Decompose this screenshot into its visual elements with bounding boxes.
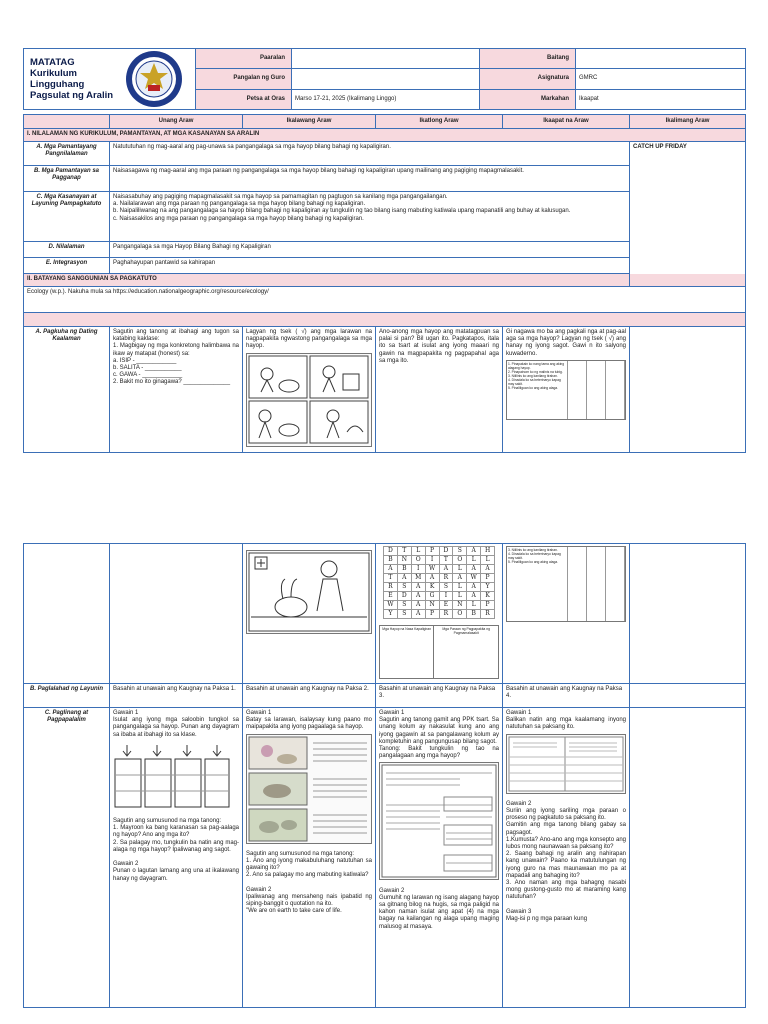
rowB-day1: Basahin at unawain ang Kaugnay na Paksa 1. <box>110 684 243 708</box>
rowA-day5 <box>630 327 746 453</box>
rowA-label: A. Pagkuha ng Dating Kaalaman <box>24 327 110 453</box>
word-search-cell[interactable]: Y <box>384 610 398 619</box>
chart-col-animals: Mga Hayop na Nasa Kapaligiran <box>380 626 434 678</box>
word-search-chart <box>379 625 499 679</box>
word-search-cell[interactable]: G <box>425 592 439 601</box>
word-search-row <box>384 610 495 619</box>
word-search-cell[interactable]: S <box>439 583 453 592</box>
word-search-cell[interactable]: A <box>439 565 453 574</box>
word-search-cell[interactable]: S <box>397 583 411 592</box>
word-search-cell[interactable]: L <box>481 556 495 565</box>
markahan-value[interactable]: Ikaapat <box>576 89 746 109</box>
rowC-day3-a: Gawain 1 Sagutin ang tanong gamit ang PPK tsart. Sa unang kolum ay nakasulat kung ano ang iyong gagawin at sa pangalawang kolum ay kompletuhin ang pangungusap bilang sagot. Tanong: Bakit tungkulin ng tao na pangalagaan ang mga hayop? <box>379 710 499 760</box>
word-search-cell[interactable]: B <box>397 565 411 574</box>
word-search-cell[interactable]: T <box>397 547 411 556</box>
checklist-items-cont <box>507 547 568 621</box>
word-search-cell[interactable]: P <box>425 547 439 556</box>
word-search-cell[interactable]: M <box>411 574 425 583</box>
checklist-item: 5. Pinaliliguan ko ang aking alaga. <box>508 385 559 390</box>
rowA-day3: Ano-anong mga hayop ang matatagpuan sa palai si pan? Bil ugan ito. Pagkatapos, itala ito sa tsart at isulat ang iyong maaari ng gawin na magpapakita ng pagpapahal aga sa mga ito. <box>376 327 503 453</box>
section2-reference: Ecology (w.p.). Nakuha mula sa https://education.nationalgeographic.org/resource/ecology/ <box>24 287 746 313</box>
word-search-cell[interactable]: E <box>384 592 398 601</box>
rowC-day4-b: Gawain 2 Suriin ang iyong sariling mga paraan o proseso ng pagkatuto sa paksang ito. Gamitin ang mga tanong bilang gabay sa pagsagot. 1.Kumusta? Ano-ano ang mga konsepto ang lubos mong naunawaan sa paksang ito? 2. Saang bahagi ng aralin ang nahirapan kang unawain? Paano ka matutulungan ng iyong guro na mas maunawaan mo pa at mapadali ang bahaging ito? 3. Ano naman ang mga bahagng nasabi mong gustong-gusto mo at maraming kang natutuhan? Gawain 3 Mag-isi p ng mga paraan kung <box>506 800 626 923</box>
word-search-cell[interactable]: S <box>453 547 467 556</box>
rowC-day2-cell <box>243 708 376 1008</box>
word-search-cell[interactable]: A <box>467 547 481 556</box>
word-search-cell[interactable]: L <box>467 556 481 565</box>
word-search-cell[interactable]: A <box>411 601 425 610</box>
word-search-row <box>384 574 495 583</box>
word-search-cell[interactable]: R <box>439 574 453 583</box>
guro-value[interactable] <box>292 69 480 89</box>
rowB-label: B. Paglalahad ng Layunin <box>24 684 110 708</box>
rowA-cont-day4 <box>503 544 630 684</box>
rowA-day4-cell <box>503 327 630 453</box>
guro-label: Pangalan ng Guro <box>196 69 292 89</box>
lesson-table-2 <box>23 543 745 1008</box>
word-search-cell[interactable]: S <box>397 601 411 610</box>
asignatura-label: Asignatura <box>480 69 576 89</box>
rowC-day1-b: Sagutin ang sumusunod na mga tanong: 1. Mayroon ka bang karanasan sa pag-aalaga ng hayop? Ano ang mga ito? 2. Sa palagay mo, tungkulin ba natin ang mag-alaga ng mga hayop? Ipaliwanag ang sagot. Gawain 2 Punan o lagutan lamang ang una at ikalawang hanay ng dayagram. <box>113 818 239 882</box>
row-c-text: Naisasabuhay ang pagiging mapagmalasakit sa mga hayop sa pamamagitan ng pagtugon sa kanilang mga pangangailangan. a. Nailalarawan ang mga paraan ng pangangalaga sa mga hayop bilang bahagi ng kapaligiran. b. Naipaliliwanag na ang pangangalaga sa hayop bilang bahagi ng kapaligiran ay tungkulin ng tao bilang isang mabuting katiwala upang mapanatili ang buhay at kalusugan. c. Naisasakilos ang mga paraan ng pangangalaga sa mga hayop bilang bahagi ng kapaligiran. <box>110 192 630 242</box>
word-search-cell[interactable]: I <box>425 556 439 565</box>
word-search-cell[interactable]: L <box>453 583 467 592</box>
checklist-item: 1. Pinapakain ko nang tama ang aking alagang hayop. <box>508 361 565 370</box>
feelings-diagram <box>113 743 231 811</box>
word-search-cell[interactable]: A <box>411 592 425 601</box>
checklist-grid[interactable] <box>568 361 625 419</box>
word-search-cell[interactable]: A <box>411 583 425 592</box>
rowB-day2: Basahin at unawain ang Kaugnay na Paksa 2. <box>243 684 376 708</box>
word-search-cell[interactable]: A <box>481 565 495 574</box>
word-search-cell[interactable]: O <box>453 610 467 619</box>
header-block <box>23 48 745 110</box>
day-header-5: Ikalimang Araw <box>630 115 746 129</box>
word-search-cell[interactable]: O <box>453 556 467 565</box>
word-search-cell[interactable]: A <box>384 565 398 574</box>
rowC-day4-cell <box>503 708 630 1008</box>
markahan-label: Markahan <box>480 89 576 109</box>
word-search-cell[interactable]: T <box>439 556 453 565</box>
word-search-cell[interactable]: Y <box>481 583 495 592</box>
word-search-cell[interactable]: W <box>425 565 439 574</box>
word-search-cell[interactable]: L <box>453 565 467 574</box>
animal-scenes-pictures <box>246 734 372 844</box>
word-search-cell[interactable]: R <box>384 583 398 592</box>
word-search-cell[interactable]: B <box>384 556 398 565</box>
rowB-day3: Basahin at unawain ang Kaugnay na Paksa 3. <box>376 684 503 708</box>
word-search-cell[interactable]: D <box>397 592 411 601</box>
checklist-item: 2. Pinapainom ko ng malinis na tubig. <box>508 369 563 374</box>
word-search-cell[interactable]: E <box>439 601 453 610</box>
page-title: MATATAG Kurikulum Lingguhang Pagsulat ng Aralin <box>30 57 114 101</box>
word-search-cell[interactable]: A <box>467 592 481 601</box>
word-search-cell[interactable]: A <box>425 574 439 583</box>
row-d-label: D. Nilalaman <box>24 242 110 258</box>
checklist-item: 4. Dinadala ko sa beterinaryo kapag may sakit. <box>508 552 561 560</box>
checklist-items <box>507 361 568 419</box>
word-search-cell[interactable]: L <box>411 547 425 556</box>
word-search-row <box>384 547 495 556</box>
checklist-grid-cont[interactable] <box>568 547 625 621</box>
rowA-day1: Sagutin ang tanong at ibahagi ang tugon sa katabing kaklase: 1. Magbigay ng mga konkretong halimbawa na ikaw ay matapat (honest) sa: a. ISIP - ____________ b. SALITA - ___________ c. GAWA - ____________ 2. Bakit mo ito ginagawa? ______________ <box>110 327 243 453</box>
word-search-row <box>384 565 495 574</box>
checklist-item: 3. Nililinis ko ang kanilang tirahan. <box>508 548 558 552</box>
asignatura-value[interactable]: GMRC <box>576 69 746 89</box>
word-search-cell[interactable]: K <box>481 592 495 601</box>
word-search-row <box>384 592 495 601</box>
catch-up-friday: CATCH UP FRIDAY <box>630 142 746 287</box>
petsa-label: Petsa at Oras <box>196 89 292 109</box>
row-b-text: Naisasagawa ng mag-aaral ang mga paraan ng pangangalaga sa mga hayop bilang bahagi ng kapaligiran upang mailinang ang pagiging mapagmalasakit. <box>110 166 630 192</box>
day-header-4: Ikaapat na Araw <box>503 115 630 129</box>
rowC-day1-a: Gawain 1 Isulat ang iyong mga saloobin tungkol sa pangangalaga sa hayop. Punan ang dayagram sa ibaba at ibahagi ito sa klase. <box>113 710 239 738</box>
rowA-day2-text: Lagyan ng tsek ( √) ang mga larawan na nagpapakita ngwastong pangangalaga sa mga hayop. <box>246 329 372 350</box>
petsa-value[interactable]: Marso 17-21, 2025 (Ikalimang Linggo) <box>292 89 480 109</box>
rowA-day4-text: Gi nagawa mo ba ang pagkali nga at pag-aal aga sa mga hayop? Lagyan ng tsek ( √) ang hanay ng iyong sagot. Gawi n ito salyong kuwaderno. <box>506 329 626 357</box>
row-e-label: E. Integrasyon <box>24 258 110 274</box>
rowA-day2-cell <box>243 327 376 453</box>
day-header-1: Unang Araw <box>110 115 243 129</box>
vet-rabbit-picture <box>246 550 372 634</box>
word-search-cell[interactable]: R <box>481 610 495 619</box>
word-search-cell[interactable]: R <box>439 610 453 619</box>
word-search-cell[interactable]: I <box>439 592 453 601</box>
rowC-day3-b: Gawain 2 Gumuhit ng larawan ng isang alagang hayop sa gitnang bilog na hugis, sa mga paligid na kahon naman isulat ang apat (4) na mga bagay na kailangan ng alaga upang maging malusog at masaya. <box>379 887 499 930</box>
rowC-day4-a: Gawain 1 Balikan natin ang mga kaalamang inyong natutuhan sa paksang ito. <box>506 710 626 731</box>
reflection-table <box>506 734 626 794</box>
section-spacer <box>24 313 746 327</box>
word-search-cell[interactable]: A <box>467 565 481 574</box>
section1-title: I. NILALAMAN NG KURIKULUM, PAMANTAYAN, AT MGA KASANAYAN SA ARALIN <box>24 129 746 142</box>
rowC-day3-cell <box>376 708 503 1008</box>
ppk-chart <box>379 762 499 880</box>
word-search-cell[interactable]: D <box>384 547 398 556</box>
rowC-day2-a: Gawain 1 Batay sa larawan, isalaysay kung paano mo maipapakita ang iyong pagaalaga sa hayop. <box>246 710 372 731</box>
rowA-cont-day3 <box>376 544 503 684</box>
baitang-label: Baitang <box>480 49 576 69</box>
checklist-table <box>506 360 626 420</box>
row-e-text: Paghahayupan pantawid sa kahirapan <box>110 258 630 274</box>
deped-seal-icon <box>124 49 184 109</box>
word-search-cell[interactable]: N <box>425 601 439 610</box>
header-title-cell <box>24 49 196 110</box>
animal-care-pictures <box>246 353 372 447</box>
rowA-cont-day2 <box>243 544 376 684</box>
baitang-value[interactable] <box>576 49 746 69</box>
word-search-row <box>384 601 495 610</box>
word-search-cell[interactable]: L <box>453 592 467 601</box>
day-header-2: Ikalawang Araw <box>243 115 376 129</box>
row-b-label: B. Mga Pamantayan sa Pagganap <box>24 166 110 192</box>
word-search-cell[interactable]: N <box>453 601 467 610</box>
word-search-row <box>384 583 495 592</box>
word-search-cell[interactable]: S <box>397 610 411 619</box>
word-search-cell[interactable]: A <box>453 574 467 583</box>
word-search-cell[interactable]: O <box>411 556 425 565</box>
word-search-grid[interactable] <box>383 546 495 619</box>
checklist-item: 4. Dinadala ko sa beterinaryo kapag may sakit. <box>508 377 561 386</box>
rowB-day4: Basahin at unawain ang Kaugnay na Paksa 4. <box>503 684 630 708</box>
rowC-day1-cell <box>110 708 243 1008</box>
word-search-cell[interactable]: K <box>425 583 439 592</box>
checklist-item: 3. Nililinis ko ang kanilang tirahan. <box>508 373 558 378</box>
word-search-cell[interactable]: N <box>397 556 411 565</box>
word-search-row <box>384 556 495 565</box>
rowC-day2-b: Sagutin ang sumusunod na mga tanong: 1. Ano ang iyong makabuluhang natutuhan sa gawaing ito? 2. Ano sa palagay mo ang mabuting katiwala? Gawain 2 Ipaliwanag ang mensaheng nais ipabatid ng siping-banggit o quotation na ito. "We are on earth to take care of life. <box>246 850 372 915</box>
word-search-cell[interactable]: W <box>384 601 398 610</box>
checklist-item: 5. Pinaliliguan ko ang aking alaga. <box>508 560 559 564</box>
word-search-cell[interactable]: P <box>425 610 439 619</box>
word-search-cell[interactable]: P <box>481 574 495 583</box>
word-search-cell[interactable]: A <box>411 610 425 619</box>
section2-title: II. BATAYANG SANGGUNIAN SA PAGKATUTO <box>24 274 746 287</box>
row-a-text: Natututuhan ng mag-aaral ang pag-unawa sa pangangalaga sa mga hayop bilang bahagi ng kapaligiran. <box>110 142 630 166</box>
word-search-cell[interactable]: W <box>467 574 481 583</box>
word-search-cell[interactable]: H <box>481 547 495 556</box>
paaralan-value[interactable] <box>292 49 480 69</box>
rowC-label: C. Paglinang at Pagpapalalim <box>24 708 110 1008</box>
word-search-cell[interactable]: B <box>467 610 481 619</box>
checklist-table-cont <box>506 546 626 622</box>
word-search-cell[interactable]: A <box>467 583 481 592</box>
word-search-cell[interactable]: D <box>439 547 453 556</box>
paaralan-label: Paaralan <box>196 49 292 69</box>
row-c-label: C. Mga Kasanayan at Layuning Pampagkatuto <box>24 192 110 242</box>
word-search-cell[interactable]: I <box>411 565 425 574</box>
word-search-cell[interactable]: T <box>384 574 398 583</box>
lesson-table-1 <box>23 114 745 453</box>
word-search-cell[interactable]: P <box>481 601 495 610</box>
chart-col-ways: Mga Paraan ng Pagpapakita ng Pagmamalasakit <box>442 627 491 635</box>
word-search-cell[interactable]: A <box>397 574 411 583</box>
row-d-text: Pangangalaga sa mga Hayop Bilang Bahagi ng Kapaligiran <box>110 242 630 258</box>
day-header-3: Ikatlong Araw <box>376 115 503 129</box>
word-search-cell[interactable]: L <box>467 601 481 610</box>
row-a-label: A. Mga Pamantayang Pangnilalaman <box>24 142 110 166</box>
